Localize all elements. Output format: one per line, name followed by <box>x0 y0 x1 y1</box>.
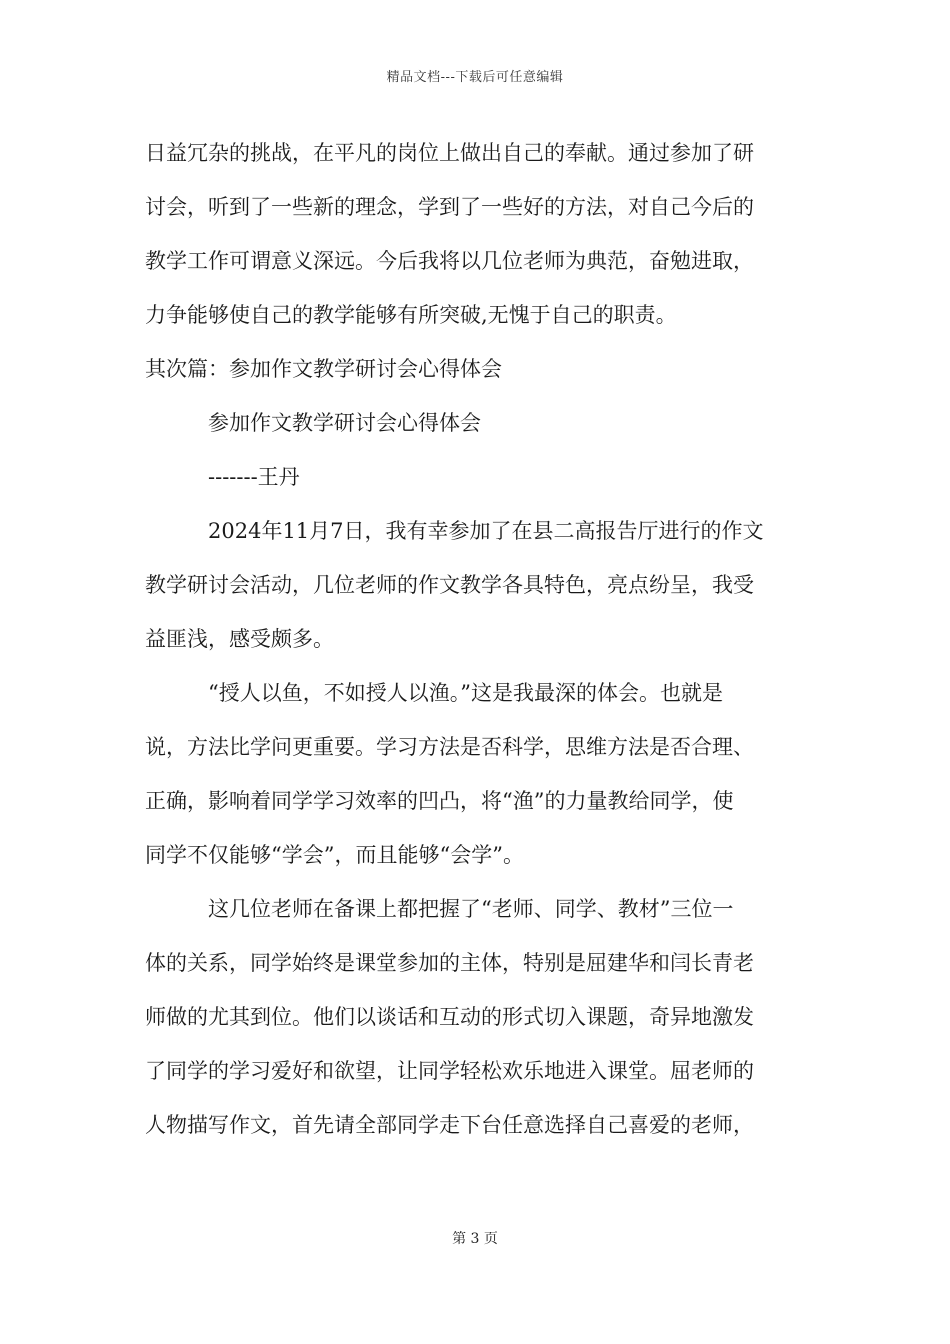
body-line: 这几位老师在备课上都把握了“老师、同学、教材”三位一 <box>145 897 734 921</box>
body-line: 师做的尤其到位。他们以谈话和互动的形式切入课题，奇异地激发 <box>145 1005 754 1029</box>
document-body <box>145 126 807 1152</box>
body-line: 同学不仅能够“学会”，而且能够“会学”。 <box>145 843 524 867</box>
body-line: 力争能够使自己的教学能够有所突破,无愧于自己的职责。 <box>145 303 677 327</box>
body-line: 正确，影响着同学学习效率的凹凸，将“渔”的力量教给同学，使 <box>145 789 734 813</box>
body-line: 了同学的学习爱好和欲望，让同学轻松欢乐地进入课堂。屈老师的 <box>145 1059 754 1083</box>
article-author: -------王丹 <box>145 465 300 489</box>
page-number: 第 3 页 <box>452 1231 498 1247</box>
section-heading: 其次篇：参加作文教学研讨会心得体会 <box>145 357 502 381</box>
body-line: 2024年11月7日，我有幸参加了在县二高报告厅进行的作文 <box>145 519 764 543</box>
body-line: 教学研讨会活动，几位老师的作文教学各具特色，亮点纷呈，我受 <box>145 573 754 597</box>
body-line: 讨会，听到了一些新的理念，学到了一些好的方法，对自己今后的 <box>145 195 754 219</box>
article-title: 参加作文教学研讨会心得体会 <box>145 411 481 435</box>
body-line: 日益冗杂的挑战，在平凡的岗位上做出自己的奉献。通过参加了研 <box>145 141 754 165</box>
body-line: “授人以鱼，不如授人以渔。”这是我最深的体会。也就是 <box>145 681 723 705</box>
body-line: 体的关系，同学始终是课堂参加的主体，特别是屈建华和闫长青老 <box>145 951 754 975</box>
body-line: 人物描写作文，首先请全部同学走下台任意选择自己喜爱的老师， <box>145 1113 754 1137</box>
page-header: 精品文档---下载后可任意编辑 <box>386 70 564 85</box>
body-line: 教学工作可谓意义深远。今后我将以几位老师为典范，奋勉进取， <box>145 249 754 273</box>
body-line: 益匪浅，感受颇多。 <box>145 627 334 651</box>
body-line: 说，方法比学问更重要。学习方法是否科学，思维方法是否合理、 <box>145 735 754 759</box>
